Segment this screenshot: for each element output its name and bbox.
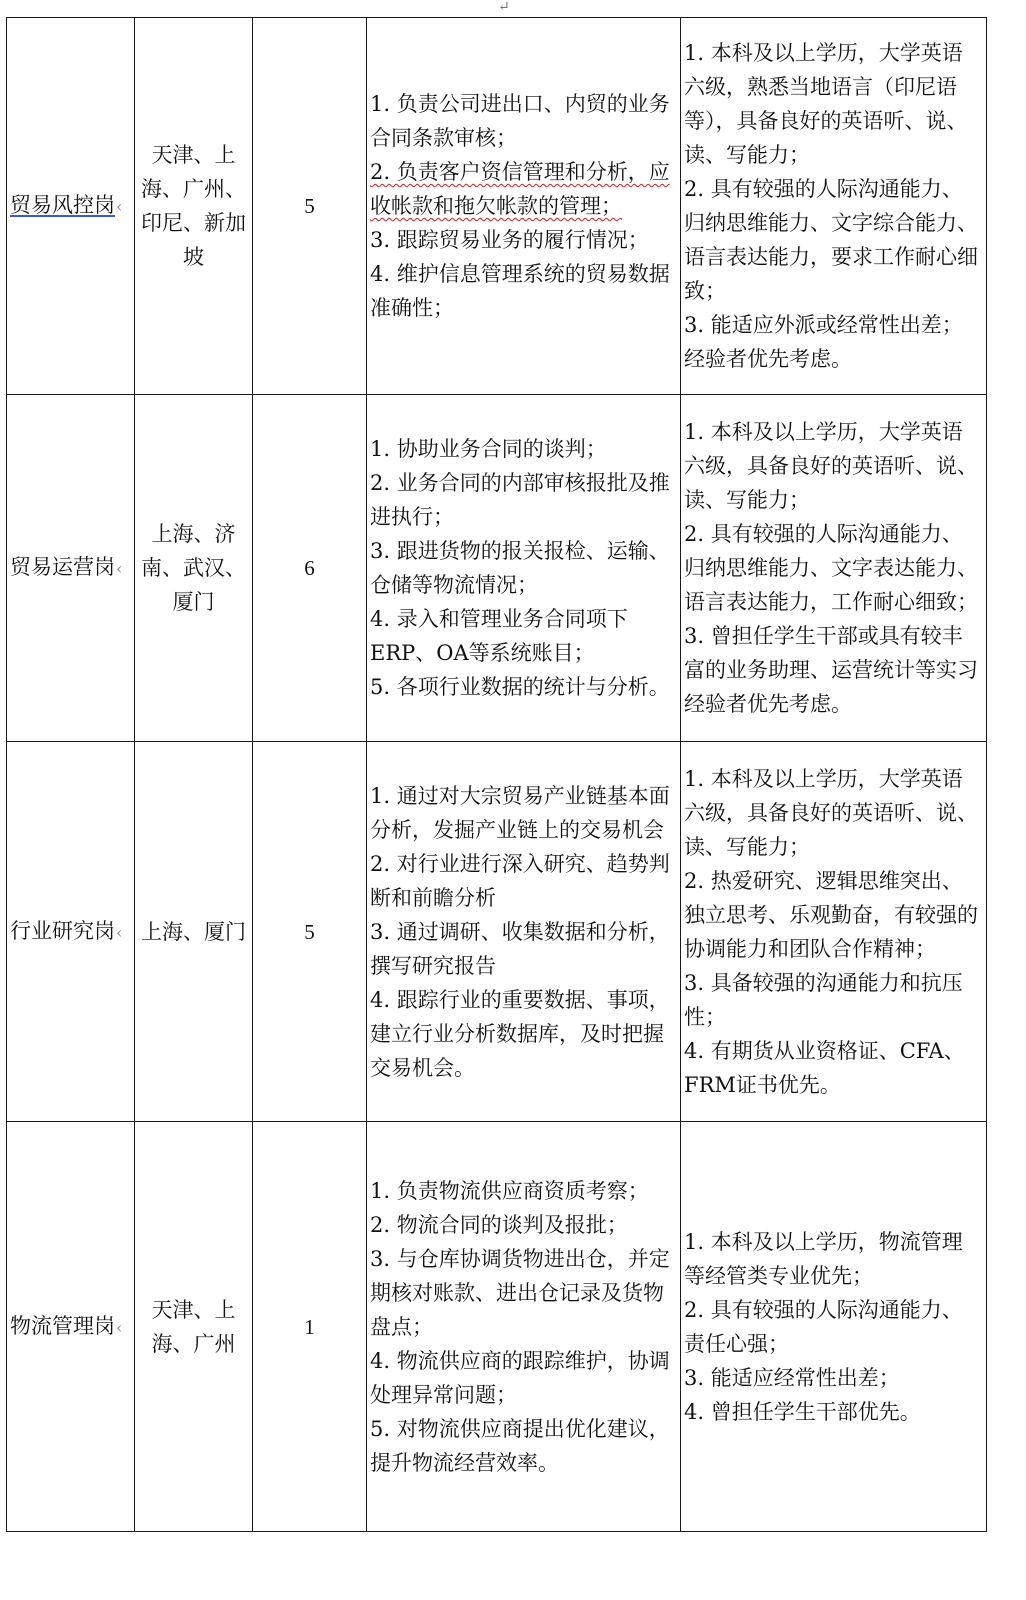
duty-item: 5. 各项行业数据的统计与分析。 bbox=[370, 675, 670, 699]
duty-item: 3. 跟进货物的报关报检、运输、仓储等物流情况； bbox=[370, 539, 670, 597]
position-cell: 贸易风控岗‹ bbox=[7, 18, 135, 395]
requirements-cell bbox=[681, 18, 987, 395]
position-cell: 行业研究岗‹ bbox=[7, 742, 135, 1122]
duty-item: 4. 跟踪行业的重要数据、事项，建立行业分析数据库，及时把握交易机会。 bbox=[370, 987, 670, 1080]
location-cell: 上海、厦门 bbox=[135, 742, 253, 1122]
duties-cell bbox=[367, 742, 681, 1122]
duty-item: 1. 负责公司进出口、内贸的业务合同条款审核； bbox=[370, 92, 670, 150]
requirement-item: 2. 热爱研究、逻辑思维突出、独立思考、乐观勤奋，有较强的协调能力和团队合作精神； bbox=[684, 868, 978, 961]
requirement-item: 2. 具有较强的人际沟通能力、归纳思维能力、文字表达能力、语言表达能力，工作耐心细致； bbox=[684, 522, 978, 614]
duty-item: 3. 通过调研、收集数据和分析，撰写研究报告 bbox=[370, 919, 670, 978]
requirement-item: 1. 本科及以上学历，大学英语六级，熟悉当地语言（印尼语等），具备良好的英语听、说、读、写能力； bbox=[684, 41, 968, 167]
duties-cell bbox=[367, 18, 681, 395]
requirements-cell bbox=[681, 742, 987, 1122]
headcount-cell: 1 bbox=[253, 1122, 367, 1532]
requirement-item: 1. 本科及以上学历，物流管理等经管类专业优先； bbox=[684, 1229, 963, 1288]
duty-item: 1. 负责物流供应商资质考察； bbox=[370, 1178, 649, 1203]
location-cell: 天津、上海、广州 bbox=[135, 1122, 253, 1532]
duties-cell bbox=[367, 395, 681, 742]
duty-item: 2. 物流合同的谈判及报批； bbox=[370, 1212, 628, 1237]
table-row bbox=[7, 395, 987, 742]
headcount-cell: 5 bbox=[253, 18, 367, 395]
duty-item: 2. 对行业进行深入研究、趋势判断和前瞻分析 bbox=[370, 851, 670, 910]
duty-item: 5. 对物流供应商提出优化建议，提升物流经营效率。 bbox=[370, 1416, 670, 1475]
location-cell: 上海、济南、武汉、厦门 bbox=[135, 395, 253, 742]
requirement-item: 4. 曾担任学生干部优先。 bbox=[684, 1399, 921, 1424]
duty-item: 4. 维护信息管理系统的贸易数据准确性； bbox=[370, 262, 670, 320]
position-name: 行业研究岗 bbox=[10, 918, 115, 943]
requirement-item: 3. 能适应经常性出差； bbox=[684, 1365, 900, 1390]
headcount-cell: 6 bbox=[253, 395, 367, 742]
duty-item: 3. 与仓库协调货物进出仓，并定期核对账款、进出仓记录及货物盘点； bbox=[370, 1246, 670, 1339]
requirement-item: 1. 本科及以上学历，大学英语六级，具备良好的英语听、说、读、写能力； bbox=[684, 420, 978, 512]
requirement-item: 3. 曾担任学生干部或具有较丰富的业务助理、运营统计等实习经验者优先考虑。 bbox=[684, 624, 978, 716]
requirements-cell bbox=[681, 1122, 987, 1532]
duty-item: 4. 物流供应商的跟踪维护，协调处理异常问题； bbox=[370, 1348, 670, 1407]
table-row bbox=[7, 742, 987, 1122]
requirement-item: 经验者优先考虑。 bbox=[684, 347, 852, 371]
duties-cell bbox=[367, 1122, 681, 1532]
requirements-cell bbox=[681, 395, 987, 742]
position-name: 贸易风控岗 bbox=[10, 193, 115, 217]
requirement-item: 3. 能适应外派或经常性出差； bbox=[684, 313, 963, 337]
duty-item: 1. 通过对大宗贸易产业链基本面分析，发掘产业链上的交易机会 bbox=[370, 783, 670, 842]
duty-item: 2. 负责客户资信管理和分析，应收帐款和拖欠帐款的管理； bbox=[370, 160, 670, 218]
duty-item: 1. 协助业务合同的谈判； bbox=[370, 437, 607, 461]
duty-item: 2. 业务合同的内部审核报批及推进执行； bbox=[370, 471, 670, 529]
table-row bbox=[7, 1122, 987, 1532]
table-row bbox=[7, 18, 987, 395]
position-cell: 贸易运营岗‹ bbox=[7, 395, 135, 742]
requirement-item: 1. 本科及以上学历，大学英语六级，具备良好的英语听、说、读、写能力； bbox=[684, 766, 978, 859]
requirement-item: 4. 有期货从业资格证、CFA、FRM证书优先。 bbox=[684, 1038, 965, 1097]
requirement-item: 3. 具备较强的沟通能力和抗压性； bbox=[684, 970, 963, 1029]
headcount-cell: 5 bbox=[253, 742, 367, 1122]
position-name: 贸易运营岗 bbox=[10, 555, 115, 579]
requirement-item: 2. 具有较强的人际沟通能力、责任心强； bbox=[684, 1297, 963, 1356]
position-name: 物流管理岗 bbox=[10, 1313, 115, 1338]
job-table bbox=[6, 17, 987, 1532]
paragraph-mark: ↵ bbox=[498, 0, 510, 15]
requirement-item: 2. 具有较强的人际沟通能力、归纳思维能力、文字综合能力、语言表达能力，要求工作耐心细致； bbox=[684, 177, 978, 303]
duty-item: 4. 录入和管理业务合同项下ERP、OA等系统账目； bbox=[370, 607, 628, 665]
duty-item: 3. 跟踪贸易业务的履行情况； bbox=[370, 228, 649, 252]
position-cell: 物流管理岗‹ bbox=[7, 1122, 135, 1532]
location-cell: 天津、上海、广州、印尼、新加坡 bbox=[135, 18, 253, 395]
